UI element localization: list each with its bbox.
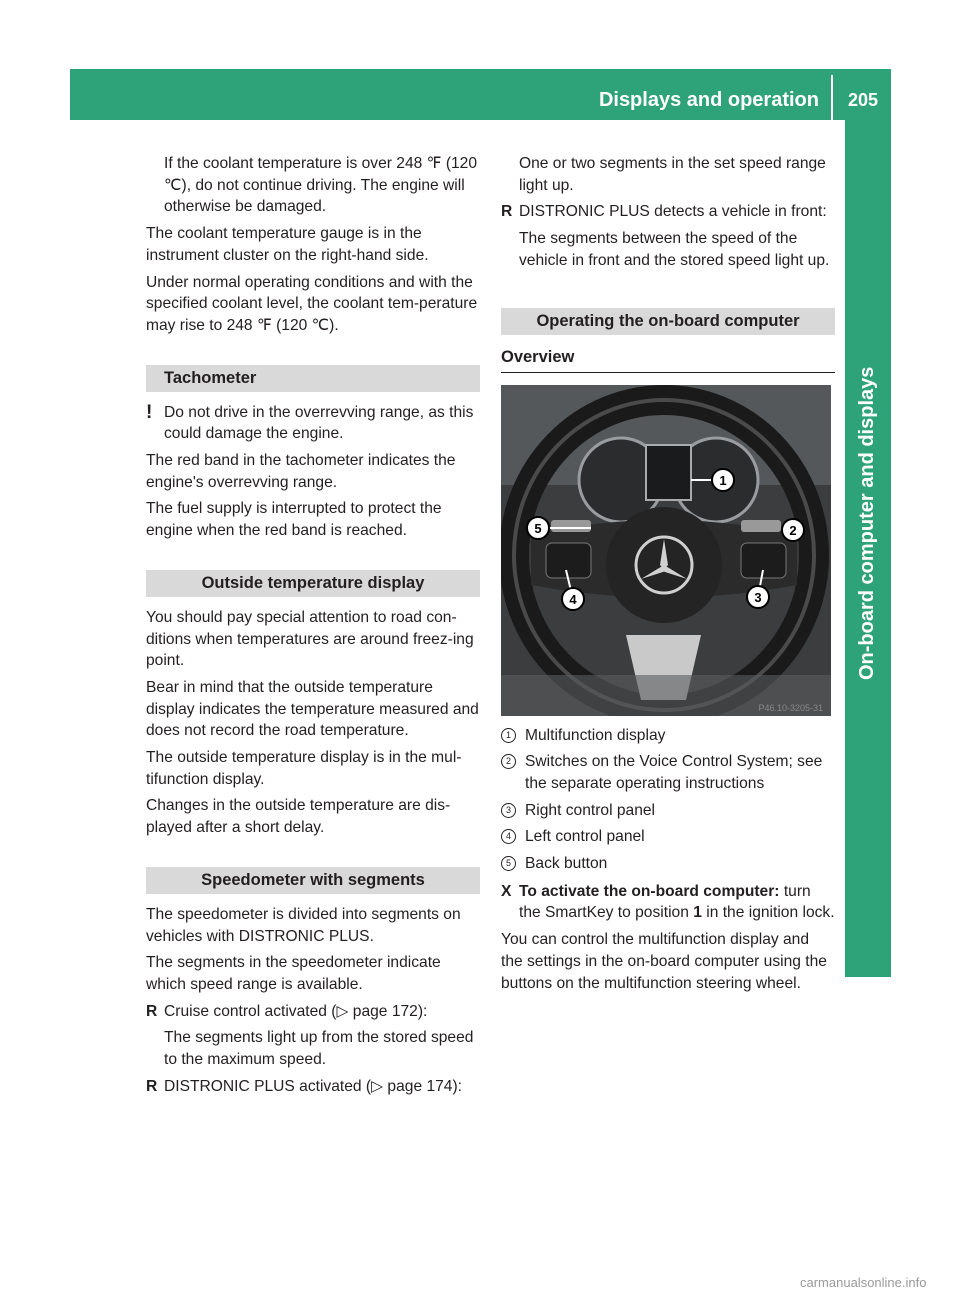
- bullet-icon: R: [146, 1077, 158, 1095]
- legend-item: 5 Back button: [501, 853, 835, 875]
- legend-item: 3 Right control panel: [501, 800, 835, 822]
- chapter-side-tab: [845, 120, 891, 977]
- svg-text:4: 4: [569, 591, 577, 607]
- tachometer-heading: Tachometer: [146, 365, 480, 392]
- chapter-marker: [845, 920, 891, 977]
- outside-text-4: Changes in the outside temperature are dis-played after a short delay.: [146, 797, 451, 837]
- outside-text-3: The outside temperature display is in the mul-tifunction display.: [146, 749, 462, 788]
- on-board-computer-heading: Operating the on-board computer: [501, 308, 835, 335]
- activate-instruction: X To activate the on-board computer: turn the SmartKey to position 1 in the ignition lock.: [501, 882, 835, 922]
- outside-text-1: You should pay special attention to road con-ditions when temperatures are around freez-ing point.: [146, 608, 474, 670]
- svg-text:1: 1: [719, 472, 727, 488]
- callout-number-icon: 3: [501, 803, 516, 818]
- svg-text:5: 5: [534, 520, 542, 536]
- header-title: Displays and operation: [598, 89, 819, 111]
- right-column: [501, 153, 835, 999]
- callout-number-icon: 5: [501, 856, 516, 871]
- bullet-icon: R: [146, 1002, 158, 1020]
- bullet-cruise-control: R Cruise control activated (▷ page 172):: [146, 1001, 480, 1023]
- legend-item: 1 Multifunction display: [501, 725, 835, 747]
- speedometer-text-2: The segments in the speedometer indicate which speed range is available.: [146, 954, 441, 993]
- tachometer-text-2: The fuel supply is interrupted to protect the engine when the red band is reached.: [146, 500, 442, 540]
- left-column: [146, 153, 480, 1103]
- tachometer-text-1: The red band in the tachometer indicates the engine's overrevving range.: [146, 452, 456, 491]
- bullet-cruise-control-detail: The segments light up from the stored speed to the maximum speed.: [164, 1029, 474, 1069]
- legend-item: 4 Left control panel: [501, 826, 835, 848]
- page-header: [70, 69, 891, 120]
- coolant-warning-text: If the coolant temperature is over 248 ℉ (120 ℃), do not continue driving. The engine will otherwise be damaged.: [164, 155, 478, 216]
- bullet-icon: R: [501, 203, 513, 221]
- legend-list: [501, 725, 835, 875]
- image-code: P46.10-3205-31: [758, 702, 823, 713]
- coolant-gauge-text: The coolant temperature gauge is in the instrument cluster on the right-hand side.: [146, 225, 429, 264]
- callout-number-icon: 1: [501, 728, 516, 743]
- overview-heading: Overview: [501, 345, 835, 373]
- coolant-normal-text: Under normal operating conditions and with the specified coolant level, the coolant tem-perature may rise to 248 ℉ (120 ℃).: [146, 273, 478, 334]
- legend-item: 2 Switches on the Voice Control System; see the separate operating instructions: [501, 751, 835, 794]
- svg-text:2: 2: [789, 522, 797, 538]
- control-description: You can control the multifunction display and the settings in the on-board computer using the buttons on the multifunction steering wheel.: [501, 931, 827, 992]
- callout-number-icon: 2: [501, 754, 516, 769]
- watermark: carmanualsonline.info: [800, 1275, 927, 1290]
- header-separator: [831, 75, 833, 120]
- outside-temperature-heading: Outside temperature display: [146, 570, 480, 597]
- speedometer-text-1: The speedometer is divided into segments on vehicles with DISTRONIC PLUS.: [146, 905, 461, 945]
- outside-text-2: Bear in mind that the outside temperature display indicates the temperature measured and does not record the road temperature.: [146, 678, 479, 740]
- distronic-activated-detail: One or two segments in the set speed range light up.: [519, 155, 826, 194]
- steering-wheel-illustration: [501, 385, 831, 716]
- bullet-distronic-detects: R DISTRONIC PLUS detects a vehicle in front:: [501, 201, 835, 223]
- bullet-distronic-activated: R DISTRONIC PLUS activated (▷ page 174):: [146, 1076, 480, 1098]
- distronic-detects-detail: The segments between the speed of the vehicle in front and the stored speed light up.: [519, 230, 830, 269]
- speedometer-heading: Speedometer with segments: [146, 867, 480, 894]
- chapter-title: On-board computer and displays: [856, 366, 878, 680]
- svg-text:3: 3: [754, 589, 762, 605]
- page-number: 205: [847, 90, 879, 110]
- callout-number-icon: 4: [501, 829, 516, 844]
- instruction-arrow-icon: X: [501, 882, 512, 900]
- warning-icon: !: [146, 401, 153, 423]
- tachometer-warning: ! Do not drive in the overrevving range, as this could damage the engine.: [146, 401, 474, 443]
